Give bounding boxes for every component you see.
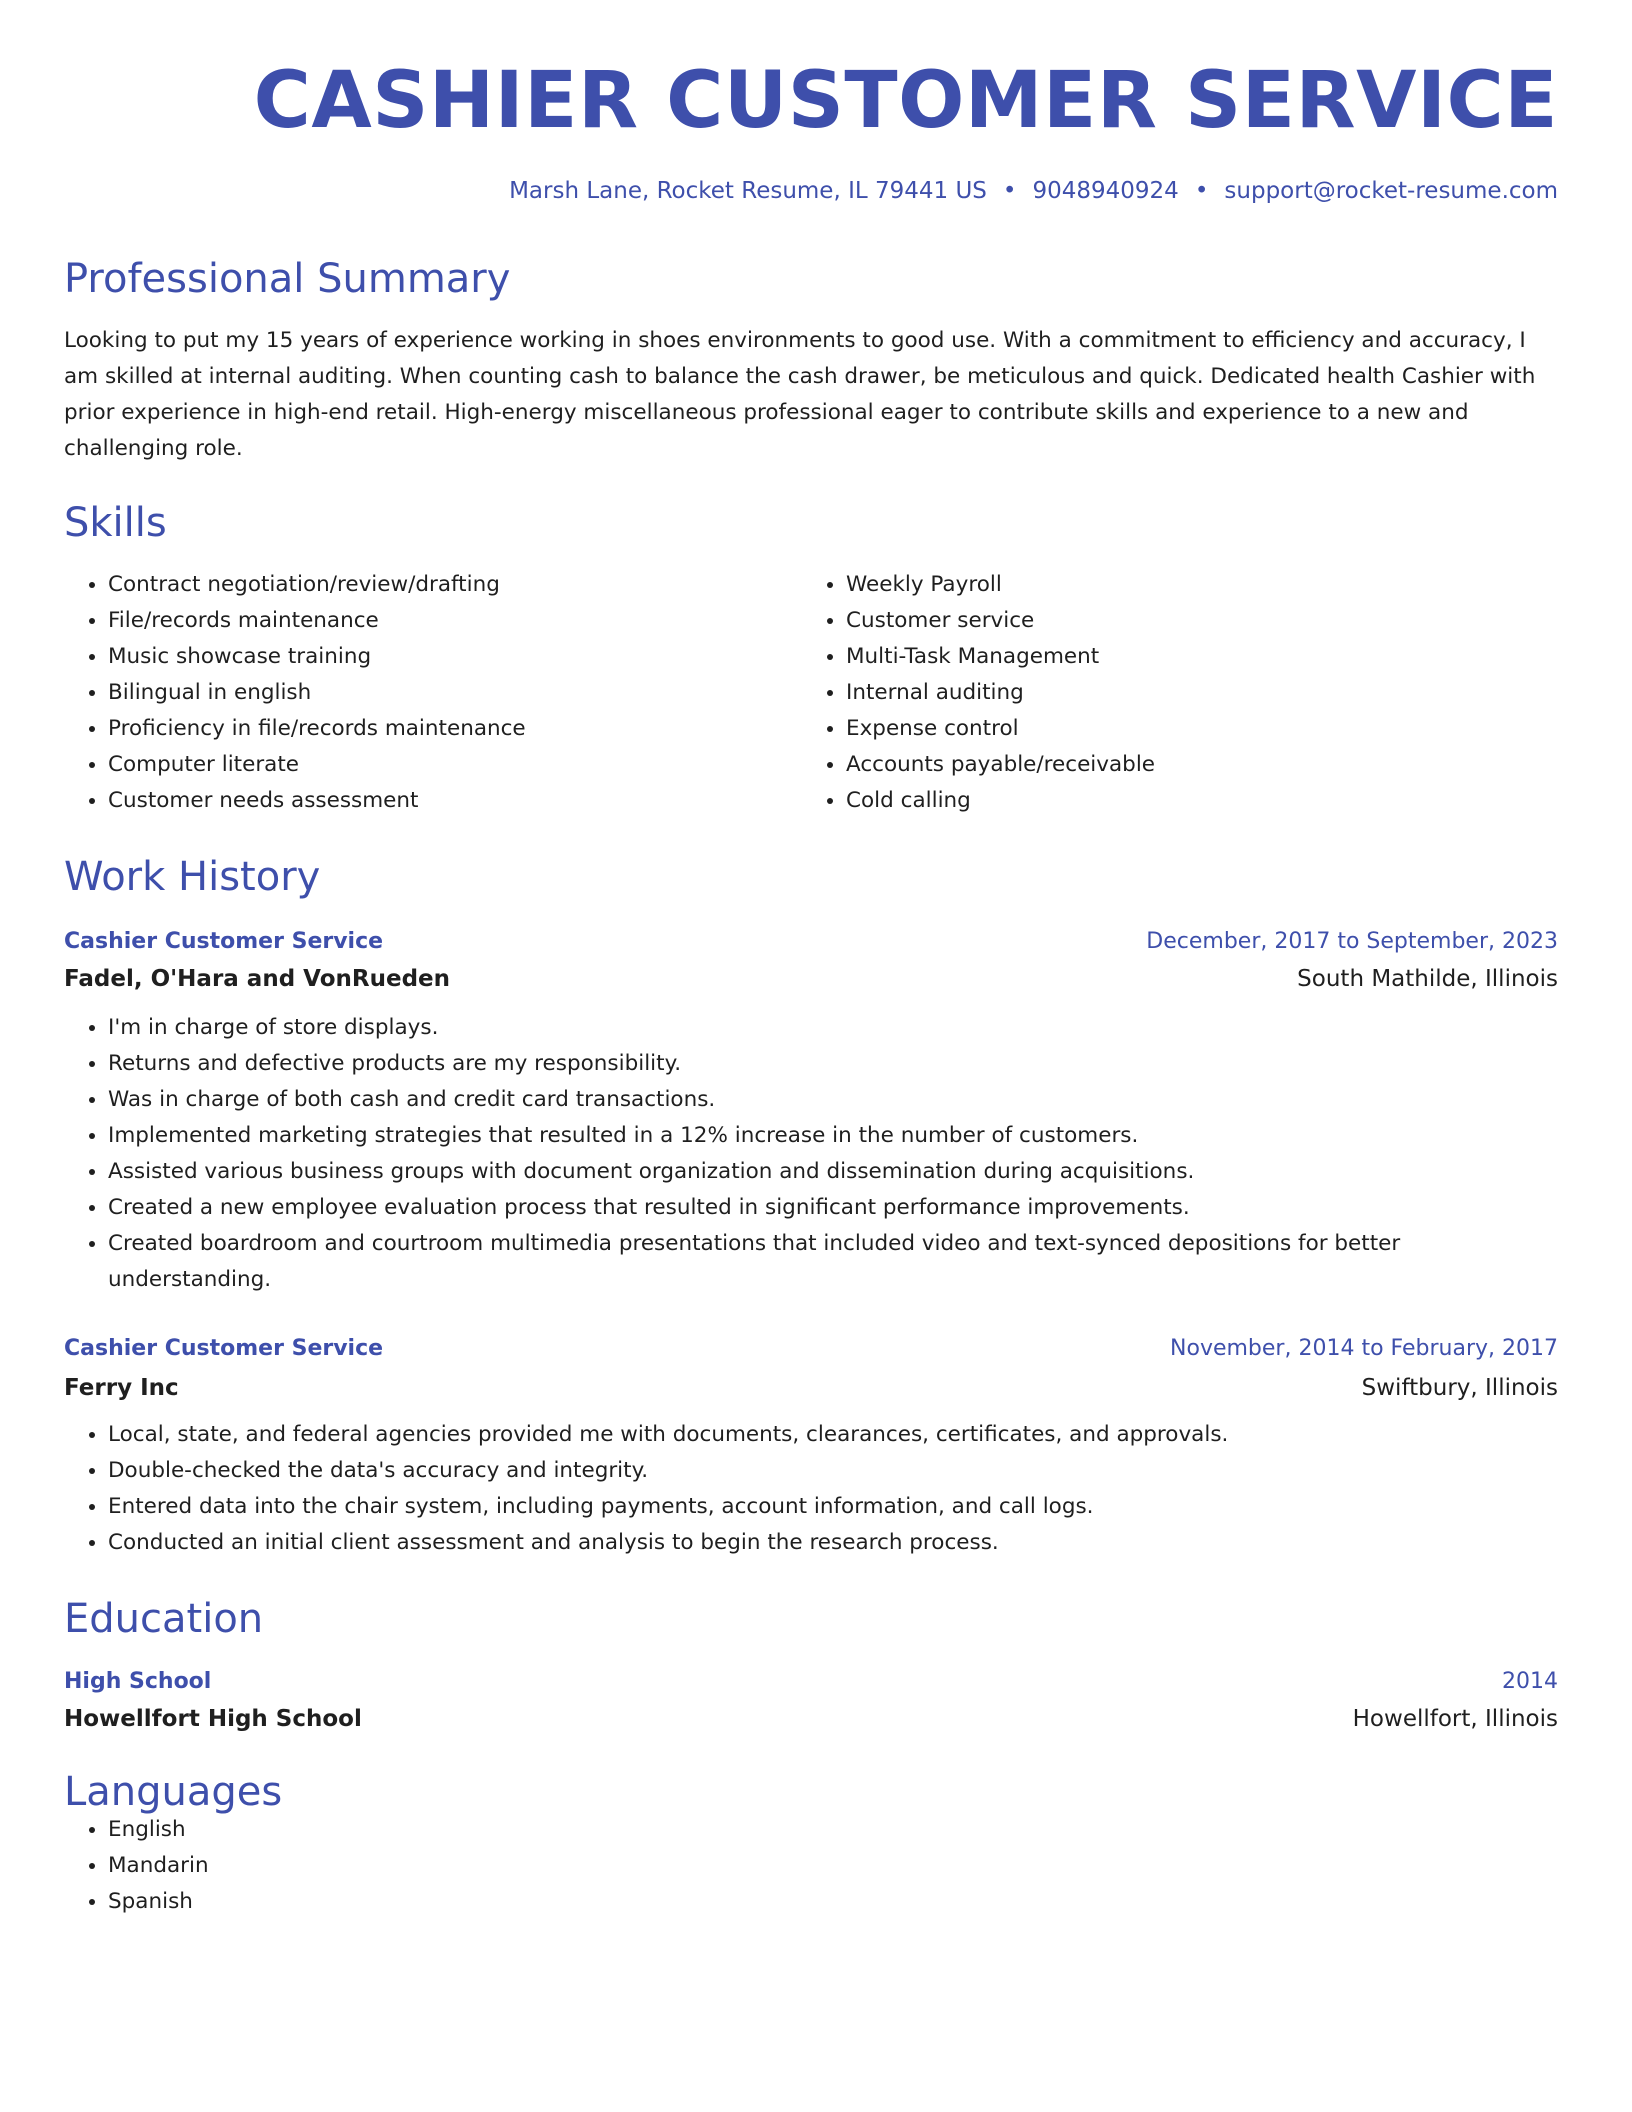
job-bullet: • Entered data into the chair system, including payments, account information, and call logs. [108, 1489, 1558, 1525]
job-location: South Mathilde, Illinois [1297, 966, 1558, 992]
education-entry [64, 1669, 1558, 1732]
separator-dot: • [1002, 178, 1017, 204]
contact-line [64, 180, 1558, 203]
skill-item: • Multi-Task Management [846, 639, 1540, 675]
job-bullet: • Local, state, and federal agencies provided me with documents, clearances, certificates, and approvals. [108, 1417, 1558, 1453]
skills-column-right [802, 567, 1540, 819]
job-dates: December, 2017 to September, 2023 [1146, 929, 1558, 954]
section-title-summary: Professional Summary [64, 256, 511, 302]
section-title-skills: Skills [64, 500, 167, 546]
section-title-work-history: Work History [64, 854, 321, 900]
language-item: • Spanish [108, 1884, 1558, 1920]
employer: Ferry Inc [64, 1375, 179, 1401]
job-subheader [64, 1375, 1558, 1401]
skills-list [64, 567, 1558, 819]
job-header [64, 929, 1558, 954]
skill-item: • Customer service [846, 603, 1540, 639]
education-year: 2014 [1502, 1669, 1558, 1694]
job-title: Cashier Customer Service [64, 929, 384, 954]
job-bullet: • Assisted various business groups with document organization and dissemination during acquisitions. [108, 1154, 1558, 1190]
job-bullet: • I'm in charge of store displays. [108, 1010, 1558, 1046]
separator-dot: • [1194, 178, 1209, 204]
skill-item: • Internal auditing [846, 675, 1540, 711]
skills-column-left [64, 567, 802, 819]
email: support@rocket-resume.com [1224, 178, 1558, 204]
section-title-languages: Languages [64, 1769, 283, 1815]
education-subheader [64, 1706, 1558, 1732]
school-location: Howellfort, Illinois [1352, 1706, 1558, 1732]
job-entry [64, 929, 1558, 1298]
skill-item: • Weekly Payroll [846, 567, 1540, 603]
resume-page [64, 0, 1558, 1920]
job-bullet: • Conducted an initial client assessment and analysis to begin the research process. [108, 1525, 1558, 1561]
job-bullet: • Created boardroom and courtroom multimedia presentations that included video and text-synced depositions for better understanding. [108, 1226, 1558, 1298]
job-location: Swiftbury, Illinois [1361, 1375, 1558, 1401]
skill-item: • Accounts payable/receivable [846, 747, 1540, 783]
job-dates: November, 2014 to February, 2017 [1170, 1336, 1558, 1361]
phone: 9048940924 [1032, 178, 1179, 204]
job-bullet: • Implemented marketing strategies that resulted in a 12% increase in the number of customers. [108, 1118, 1558, 1154]
job-bullet: • Created a new employee evaluation process that resulted in significant performance improvements. [108, 1190, 1558, 1226]
degree: High School [64, 1669, 212, 1694]
employer: Fadel, O'Hara and VonRueden [64, 966, 451, 992]
skill-item: • Expense control [846, 711, 1540, 747]
job-title: Cashier Customer Service [64, 1336, 384, 1361]
job-subheader [64, 966, 1558, 992]
job-entry [64, 1336, 1558, 1561]
job-bullet: • Returns and defective products are my responsibility. [108, 1046, 1558, 1082]
languages-list [64, 1812, 1558, 1920]
job-bullet: • Was in charge of both cash and credit card transactions. [108, 1082, 1558, 1118]
skill-item: • Proficiency in file/records maintenance [108, 711, 802, 747]
summary-text: Looking to put my 15 years of experience working in shoes environments to good use. With a commitment to efficiency and accuracy, I am skilled at internal auditing. When counting cash to balance the cash drawer, be meticulous and quick. Dedicated health Cashier with prior experience in high-end retail. High-energy miscellaneous professional eager to contribute skills and experience to a new and challenging role. [64, 328, 1536, 461]
skill-item: • Bilingual in english [108, 675, 802, 711]
job-bullet: • Double-checked the data's accuracy and integrity. [108, 1453, 1558, 1489]
language-item: • English [108, 1812, 1558, 1848]
resume-name: CASHIER CUSTOMER SERVICE [253, 56, 1558, 146]
job-bullets [64, 1010, 1558, 1298]
skill-item: • Contract negotiation/review/drafting [108, 567, 802, 603]
skill-item: • Cold calling [846, 783, 1540, 819]
school-name: Howellfort High School [64, 1706, 362, 1732]
job-bullets [64, 1417, 1558, 1561]
skill-item: • Computer literate [108, 747, 802, 783]
skill-item: • File/records maintenance [108, 603, 802, 639]
section-title-education: Education [64, 1596, 264, 1642]
language-item: • Mandarin [108, 1848, 1558, 1884]
skill-item: • Customer needs assessment [108, 783, 802, 819]
education-header [64, 1669, 1558, 1694]
job-header [64, 1336, 1558, 1361]
address: Marsh Lane, Rocket Resume, IL 79441 US [509, 178, 987, 204]
skill-item: • Music showcase training [108, 639, 802, 675]
